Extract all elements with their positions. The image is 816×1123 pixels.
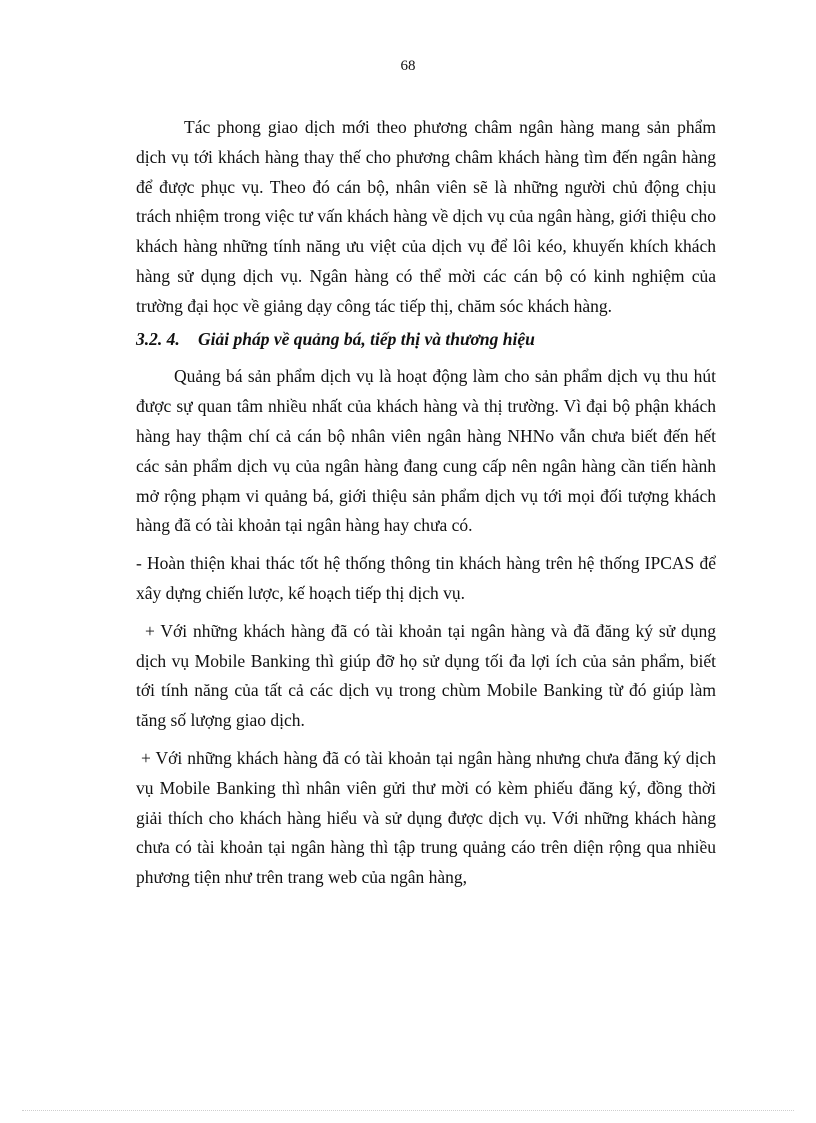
section-number: 3.2. 4. [136,328,180,349]
paragraph-transaction-style: Tác phong giao dịch mới theo phương châm ngân hàng mang sản phẩm dịch vụ tới khách hàng thay thế cho phương châm khách hàng tìm đến ngân hàng để được phục vụ. Theo đó cán bộ, nhân viên sẽ là những người chủ động chịu trách nhiệm trong việc tư vấn khách hàng về dịch vụ của ngân hàng, giới thiệu cho khách hàng những tính năng ưu việt của dịch vụ để lôi kéo, khuyến khích khách hàng sử dụng dịch vụ. Ngân hàng có thể mời các cán bộ có kinh nghiệm của trường đại học về giảng dạy công tác tiếp thị, chăm sóc khách hàng. [136,117,716,316]
section-heading [136,325,716,355]
section-title: Giải pháp về quảng bá, tiếp thị và thương hiệu [198,328,535,349]
paragraph-unregistered-customers: + Với những khách hàng đã có tài khoản tại ngân hàng nhưng chưa đăng ký dịch vụ Mobile Banking thì nhân viên gửi thư mời có kèm phiếu đăng ký, đồng thời giải thích cho khách hàng hiểu và sử dụng được dịch vụ. Với những khách hàng chưa có tài khoản tại ngân hàng thì tập trung quảng cáo trên diện rộng qua nhiều phương tiện như trên trang web của ngân hàng, [136,747,716,888]
page-number: 68 [400,58,416,74]
paragraph-advertising: Quảng bá sản phẩm dịch vụ là hoạt động làm cho sản phẩm dịch vụ thu hút được sự quan tâm nhiều nhất của khách hàng và thị trường. Vì đại bộ phận khách hàng hay thậm chí cả cán bộ nhân viên ngân hàng NHNo vẫn chưa biết đến hết các sản phẩm dịch vụ của ngân hàng đang cung cấp nên ngân hàng cần tiến hành mở rộng phạm vi quảng bá, giới thiệu sản phẩm dịch vụ tới mọi đối tượng khách hàng đã có tài khoản tại ngân hàng hay chưa có. [136,366,716,536]
paragraph-registered-customers: + Với những khách hàng đã có tài khoản tại ngân hàng và đã đăng ký sử dụng dịch vụ Mobile Banking thì giúp đỡ họ sử dụng tối đa lợi ích của sản phẩm, biết tới tính năng của tất cả các dịch vụ trong chùm Mobile Banking từ đó giúp làm tăng số lượng giao dịch. [136,620,716,731]
page-bottom-divider [22,1110,794,1111]
document-body [136,113,716,893]
paragraph-ipcas: - Hoàn thiện khai thác tốt hệ thống thông tin khách hàng trên hệ thống IPCAS để xây dựng chiến lược, kế hoạch tiếp thị dịch vụ. [136,553,716,603]
